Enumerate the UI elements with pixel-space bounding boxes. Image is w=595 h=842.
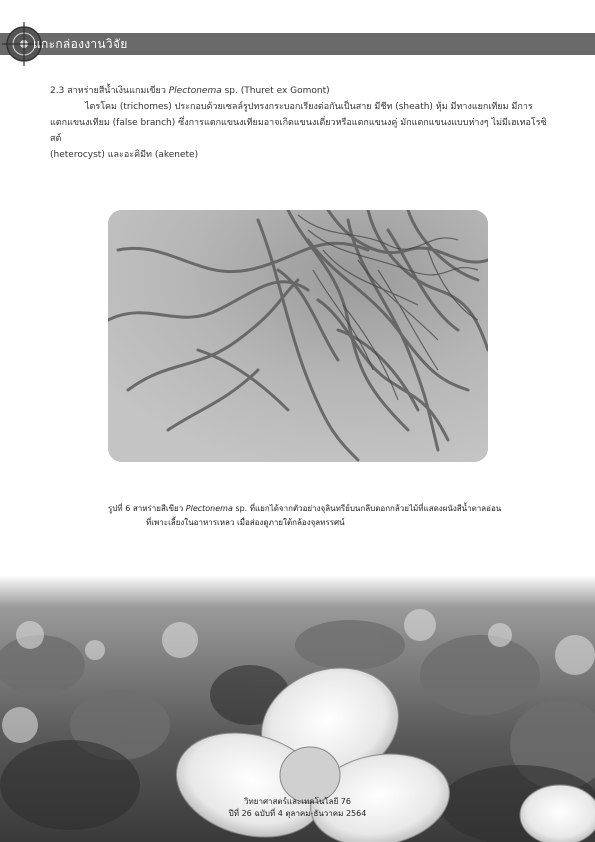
section-title xyxy=(50,83,550,99)
footer-journal-page: วิทยาศาสตร์และเทคโนโลยี 76 xyxy=(244,797,351,806)
paragraph-line-1: ไตรโคม (trichomes) ประกอบด้วยเซลล์รูปทรงกระบอกเรียงต่อกันเป็นสาย มีชีท (sheath) หุ้ม มีทางแยกเทียม มีการ xyxy=(85,102,533,112)
caption-genus: Plectonema xyxy=(185,504,233,513)
header-title: แกะกล่องงานวิจัย xyxy=(33,37,128,51)
caption-line-2: ที่เพาะเลี้ยงในอาหารเหลว เมื่อส่องดูภายใต้กล้องจุลทรรศน์ xyxy=(146,518,345,527)
section-title-suffix: sp. (Thuret ex Gomont) xyxy=(224,86,330,96)
paragraph-line-3: (heterocyst) และอะคิมีท (akenete) xyxy=(50,150,199,160)
paragraph-line-2: แตกแขนงเทียม (false branch) ซึ่งการแตกแขนงเทียมอาจเกิดแขนงเดี่ยวหรือแตกแขนงคู่ มักแตกแขนงแบบห่างๆ ไม่มีเฮเทอโรซิสต์ xyxy=(50,118,547,144)
filament-micrograph xyxy=(108,210,488,462)
micrograph-image xyxy=(108,210,488,462)
footer-issue: ปีที่ 26 ฉบับที่ 4 ตุลาคม-ธันวาคม 2564 xyxy=(228,809,367,818)
body-paragraph xyxy=(50,99,550,163)
section-genus: Plectonema xyxy=(168,86,222,96)
figure-caption xyxy=(108,502,508,530)
section-title-prefix: 2.3 สาหร่ายสีน้ำเงินแกมเขียว xyxy=(50,86,166,96)
caption-prefix: รูปที่ 6 สาหร่ายสีเขียว xyxy=(108,504,184,513)
caption-line-1-rest: sp. ที่แยกได้จากตัวอย่างจุลินทรีย์บนกลีบดอกกล้วยไม้ที่แสดงผนังสีน้ำตาลอ่อน xyxy=(235,504,502,513)
page-footer xyxy=(190,796,405,820)
